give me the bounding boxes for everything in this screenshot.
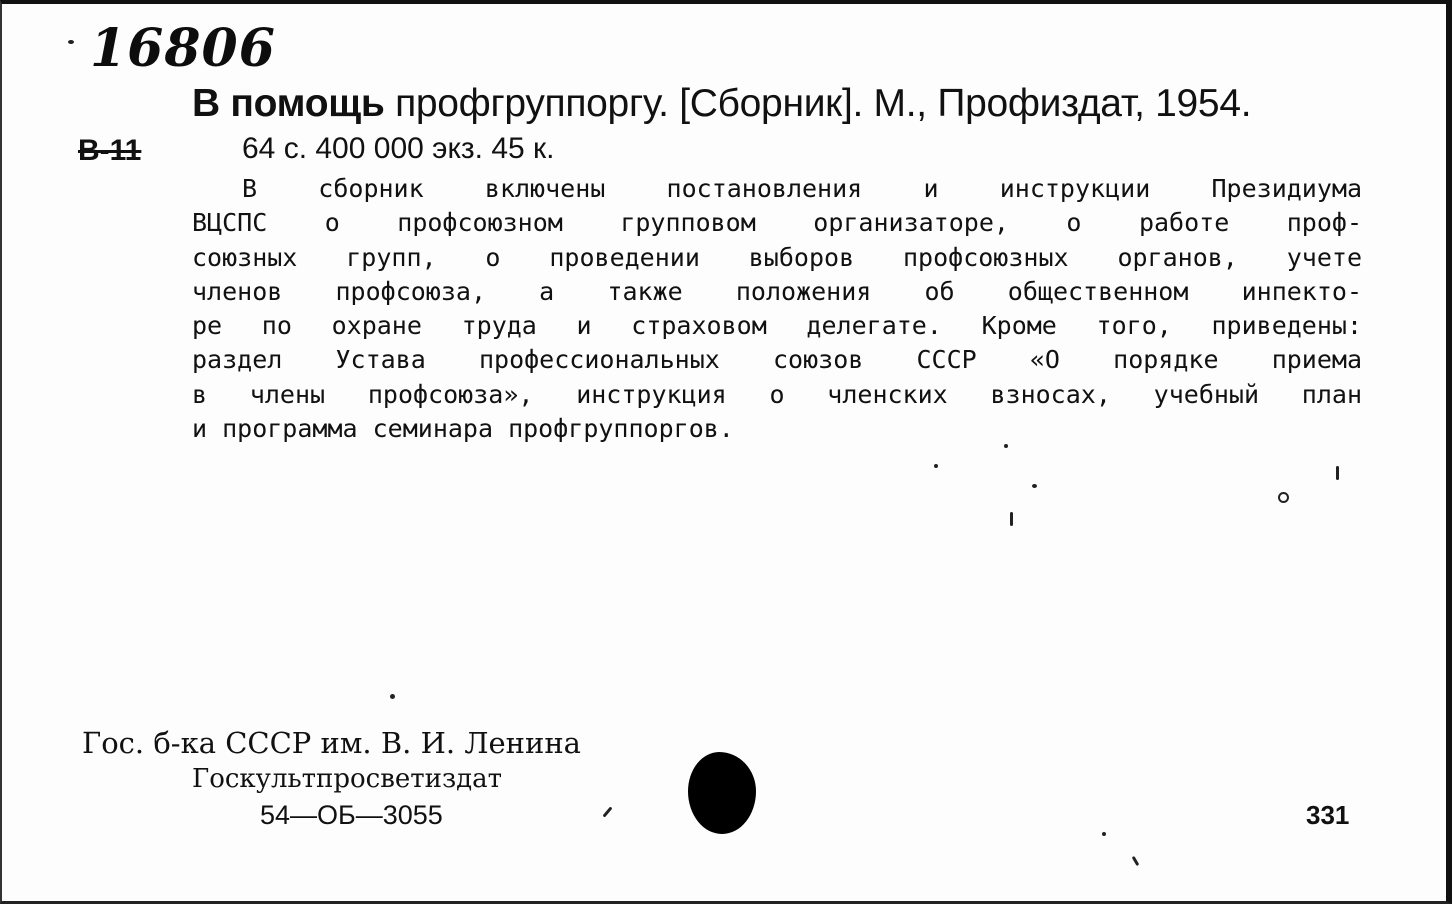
publisher-name: Госкультпросветиздат	[192, 764, 503, 794]
annotation-line: в члены профсоюза», инструкция о членских взносах, учебный план	[192, 379, 1362, 409]
ink-speck	[390, 694, 395, 699]
ink-speck	[1102, 832, 1106, 836]
annotation-line: и программа семинара профгруппоргов.	[192, 414, 734, 444]
title-heading: В помощь	[192, 82, 385, 125]
ink-speck	[1132, 856, 1140, 866]
page-number: 331	[1306, 800, 1350, 830]
ink-speck	[934, 464, 938, 468]
annotation-line: союзных групп, о проведении выборов профсоюзных органов, учете	[192, 242, 1362, 272]
annotation-line: ре по охране труда и страховом делегате. Кроме того, приведены:	[192, 311, 1362, 341]
ink-speck	[68, 40, 74, 44]
title-line	[192, 82, 1251, 126]
ink-speck	[1010, 512, 1013, 526]
annotation-line: ВЦСПС о профсоюзном групповом организаторе, о работе проф-	[192, 208, 1362, 238]
ink-speck	[1032, 484, 1037, 488]
punch-hole	[688, 752, 756, 834]
imprint-line: 64 с. 400 000 экз. 45 к.	[242, 132, 555, 165]
ink-speck	[1336, 466, 1339, 480]
annotation-line: раздел Устава профессиональных союзов СССР «О порядке приема	[192, 345, 1362, 375]
ink-speck	[1278, 492, 1289, 503]
annotation-text	[192, 172, 1362, 446]
annotation-line: В сборник включены постановления и инструкции Президиума	[242, 174, 1362, 203]
handwritten-accession-number: 16806	[90, 18, 276, 79]
annotation-line: членов профсоюза, а также положения об общественном инпекто-	[192, 276, 1362, 306]
library-name: Гос. б-ка СССР им. В. И. Ленина	[82, 726, 581, 760]
title-details: профгруппоргу. [Сборник]. М., Профиздат, 1954.	[395, 82, 1252, 125]
ink-speck	[1004, 444, 1008, 448]
shelf-mark: В-11	[78, 134, 142, 167]
print-code: 54—ОБ—3055	[260, 800, 443, 830]
ink-speck	[602, 806, 612, 817]
